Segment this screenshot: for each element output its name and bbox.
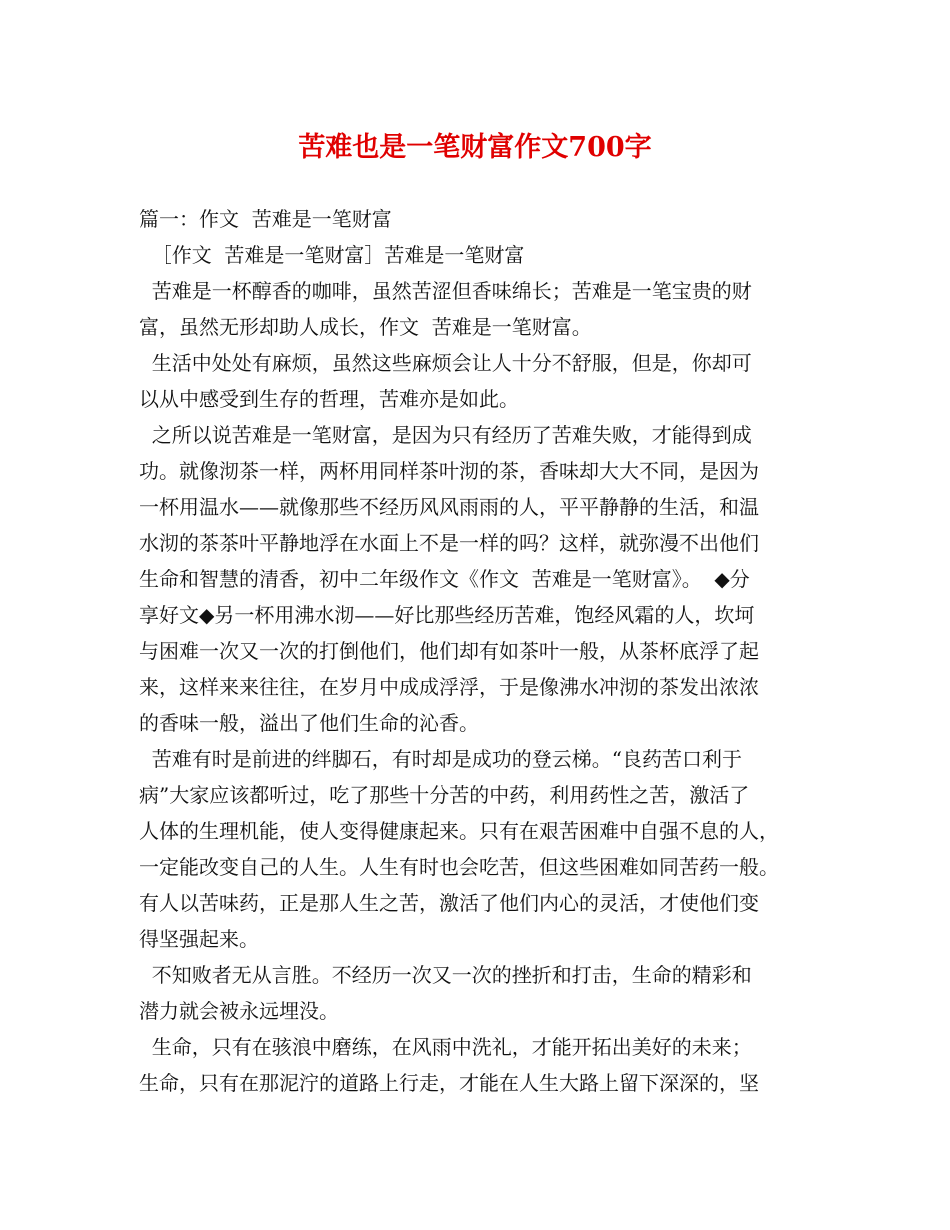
text-line: 来，这样来来往往，在岁月中成成浮浮，于是像沸水冲沏的茶发出浓浓 xyxy=(139,675,759,699)
text-line: 一定能改变自己的人生。人生有时也会吃苦，但这些困难如同苦药一般。 xyxy=(139,855,779,879)
text-line: 病”大家应该都听过，吃了那些十分苦的中药，利用药性之苦，激活了 xyxy=(139,783,750,807)
text-line: 生命和智慧的清香，初中二年级作文《作文 苦难是一笔财富》。 ◆分 xyxy=(139,567,750,591)
text-line: 生活中处处有麻烦，虽然这些麻烦会让人十分不舒服，但是，你却可 xyxy=(139,351,752,375)
text-line: 人体的生理机能，使人变得健康起来。只有在艰苦困难中自强不息的人， xyxy=(139,819,779,843)
text-line: 篇一：作文 苦难是一笔财富 xyxy=(139,207,392,231)
document-title: 苦难也是一笔财富作文700字 xyxy=(298,132,652,163)
text-line: 之所以说苦难是一笔财富，是因为只有经历了苦难失败，才能得到成 xyxy=(139,423,752,447)
text-line: 苦难有时是前进的绊脚石，有时却是成功的登云梯。“良药苦口利于 xyxy=(139,747,742,771)
text-line: 富，虽然无形却助人成长，作文 苦难是一笔财富。 xyxy=(139,315,592,339)
text-line: 以从中感受到生存的哲理，苦难亦是如此。 xyxy=(139,387,519,411)
text-line: 功。就像沏茶一样，两杯用同样茶叶沏的茶，香味却大大不同，是因为 xyxy=(139,459,759,483)
document-body xyxy=(139,201,819,1101)
text-line: 生命，只有在那泥泞的道路上行走，才能在人生大路上留下深深的，坚 xyxy=(139,1071,759,1095)
text-line: 不知败者无从言胜。不经历一次又一次的挫折和打击，生命的精彩和 xyxy=(139,963,752,987)
text-line: 潜力就会被永远埋没。 xyxy=(139,999,339,1023)
text-line: ［作文 苦难是一笔财富］苦难是一笔财富 xyxy=(139,243,525,267)
text-line: 水沏的茶茶叶平静地浮在水面上不是一样的吗？这样，就弥漫不出他们 xyxy=(139,531,759,555)
text-line: 苦难是一杯醇香的咖啡，虽然苦涩但香味绵长；苦难是一笔宝贵的财 xyxy=(139,279,752,303)
text-line: 有人以苦味药，正是那人生之苦，激活了他们内心的灵活，才使他们变 xyxy=(139,891,759,915)
text-line: 一杯用温水——就像那些不经历风风雨雨的人，平平静静的生活，和温 xyxy=(139,495,759,519)
text-line: 生命，只有在骇浪中磨练，在风雨中洗礼，才能开拓出美好的未来； xyxy=(139,1035,752,1059)
text-line: 与困难一次又一次的打倒他们，他们却有如茶叶一般，从茶杯底浮了起 xyxy=(139,639,759,663)
text-line: 享好文◆另一杯用沸水沏——好比那些经历苦难，饱经风霜的人，坎坷 xyxy=(139,603,755,627)
text-line: 的香味一般，溢出了他们生命的沁香。 xyxy=(139,711,479,735)
text-line: 得坚强起来。 xyxy=(139,927,259,951)
